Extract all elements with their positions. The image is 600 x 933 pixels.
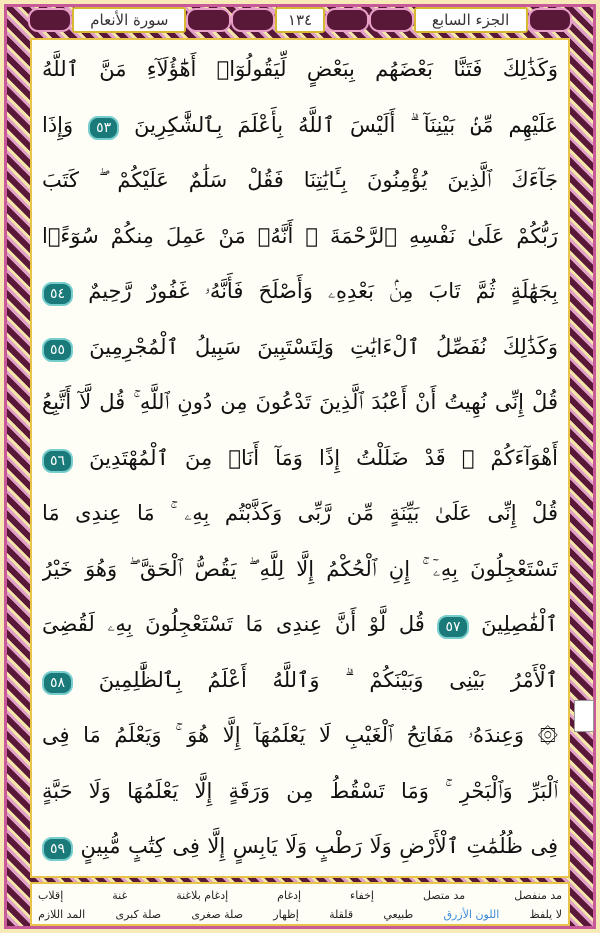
surah-name: سورة الأنعام	[72, 7, 186, 33]
verse-text: عَلَيْهِم مِّنۢ بَيْنِنَآ ۗ أَلَيْسَ ٱللَّهُ بِأَعْلَمَ بِٱلشَّٰكِرِينَ	[134, 112, 558, 137]
legend-item: إخفاء	[350, 889, 374, 902]
text-line	[42, 431, 558, 487]
verse-text: جَآءَكَ ٱلَّذِينَ يُؤْمِنُونَ بِـَٔايَٰتِنَا فَقُلْ سَلَٰمٌ عَلَيْكُمْ ۖ كَتَبَ	[42, 168, 558, 192]
verse-text: ۞ وَعِندَهُۥ مَفَاتِحُ ٱلْغَيْبِ لَا يَعْلَمُهَآ إِلَّا هُوَ ۚ وَيَعْلَمُ مَا فِى	[42, 723, 558, 747]
ayah-number-marker: ٥٤	[42, 282, 73, 306]
ayah-number-marker: ٥٦	[42, 449, 73, 473]
quran-text	[30, 38, 570, 878]
legend-item: لا يلفظ	[529, 908, 562, 921]
text-line	[42, 653, 558, 709]
legend-item: اللون الأزرق	[443, 908, 500, 921]
page-header	[28, 6, 572, 34]
verse-text: قُلْ إِنِّى عَلَىٰ بَيِّنَةٍ مِّن رَّبِّى وَكَذَّبْتُم بِهِۦ ۚ مَا عِندِى مَا	[42, 501, 558, 525]
tajweed-legend	[30, 882, 570, 926]
text-line	[42, 486, 558, 542]
ayah-number-marker: ٥٨	[42, 671, 73, 695]
verse-text: فِى ظُلُمَٰتِ ٱلْأَرْضِ وَلَا رَطْبٍ وَلَا يَابِسٍ إِلَّا فِى كِتَٰبٍ مُّبِينٍ	[80, 834, 558, 858]
legend-item: مد منفصل	[514, 889, 562, 902]
text-line	[42, 320, 558, 376]
legend-item: طبيعي	[383, 908, 414, 921]
ayah-number-marker: ٥٣	[88, 116, 119, 140]
juz-name: الجزء السابع	[414, 7, 528, 33]
legend-item: قلقلة	[329, 908, 354, 921]
legend-item: إدغام بلاغنة	[176, 889, 229, 902]
legend-item: إظهار	[273, 908, 299, 921]
text-line	[42, 98, 558, 154]
verse-text: وَإِذَا	[42, 112, 74, 137]
legend-item: غنة	[112, 889, 128, 902]
hizb-marker-icon	[574, 700, 594, 732]
ornament-icon	[325, 8, 369, 32]
verse-text: رَبُّكُمْ عَلَىٰ نَفْسِهِ ٱلرَّحْمَةَ ۖ أَنَّهُۥ مَنْ عَمِلَ مِنكُمْ سُوٓءًۢا	[42, 223, 558, 248]
ayah-number-marker: ٥٧	[437, 615, 468, 639]
verse-text: وَكَذَٰلِكَ فَتَنَّا بَعْضَهُم بِبَعْضٍ لِّيَقُولُوٓا۟ أَهَٰٓؤُلَآءِ مَنَّ ٱللَّهُ	[42, 57, 558, 81]
verse-text: ٱلْأَمْرُ بَيْنِى وَبَيْنَكُمْ ۗ وَٱللَّهُ أَعْلَمُ بِٱلظَّٰلِمِينَ	[98, 667, 558, 692]
ornament-icon	[186, 8, 230, 32]
text-line	[42, 264, 558, 320]
legend-item: إقلاب	[38, 889, 64, 902]
legend-item: مد متصل	[422, 889, 466, 902]
text-line	[42, 708, 558, 764]
verse-text: قُلْ إِنِّى نُهِيتُ أَنْ أَعْبُدَ ٱلَّذِينَ تَدْعُونَ مِن دُونِ ٱللَّهِ ۚ قُل لَّآ أَتَّبِعُ	[42, 390, 558, 414]
verse-text: وَكَذَٰلِكَ نُفَصِّلُ ٱلْءَايَٰتِ وَلِتَسْتَبِينَ سَبِيلُ ٱلْمُجْرِمِينَ	[89, 334, 558, 359]
text-line	[42, 597, 558, 653]
verse-text: تَسْتَعْجِلُونَ بِهِۦٓ ۚ إِنِ ٱلْحُكْمُ إِلَّا لِلَّهِ ۖ يَقُصُّ ٱلْحَقَّ ۖ وَهُوَ خَيْرُ	[42, 556, 558, 581]
legend-item: المد اللازم	[38, 908, 86, 921]
text-line	[42, 375, 558, 431]
ornament-icon	[369, 8, 413, 32]
page-number: ١٣٤	[275, 7, 325, 33]
ayah-number-marker: ٥٥	[42, 338, 73, 362]
verse-text: بِجَهَٰلَةٍ ثُمَّ تَابَ مِنۢ بَعْدِهِۦ وَأَصْلَحَ فَأَنَّهُۥ غَفُورٌ رَّحِيمٌ	[88, 279, 558, 303]
text-line	[42, 153, 558, 209]
text-line	[42, 209, 558, 265]
text-line	[42, 542, 558, 598]
verse-text: ٱلْبَرِّ وَٱلْبَحْرِ ۚ وَمَا تَسْقُطُ مِن وَرَقَةٍ إِلَّا يَعْلَمُهَا وَلَا حَبَّةٍ	[42, 778, 558, 803]
legend-item: صلة كبرى	[115, 908, 162, 921]
ornament-icon	[28, 8, 72, 32]
text-line	[42, 819, 558, 875]
verse-text: أَهْوَآءَكُمْ ۙ قَدْ ضَلَلْتُ إِذًا وَمَآ أَنَا۠ مِنَ ٱلْمُهْتَدِينَ	[89, 445, 558, 470]
legend-item: صلة صغرى	[191, 908, 244, 921]
verse-text: قُل لَّوْ أَنَّ عِندِى مَا تَسْتَعْجِلُونَ بِهِۦ لَقُضِىَ	[42, 612, 425, 636]
ornament-icon	[528, 8, 572, 32]
verse-text: ٱلْفَٰصِلِينَ	[481, 612, 558, 636]
ayah-number-marker: ٥٩	[42, 837, 73, 861]
text-line	[42, 764, 558, 820]
legend-item: إدغام	[277, 889, 302, 902]
ornament-icon	[231, 8, 275, 32]
text-line	[42, 42, 558, 98]
